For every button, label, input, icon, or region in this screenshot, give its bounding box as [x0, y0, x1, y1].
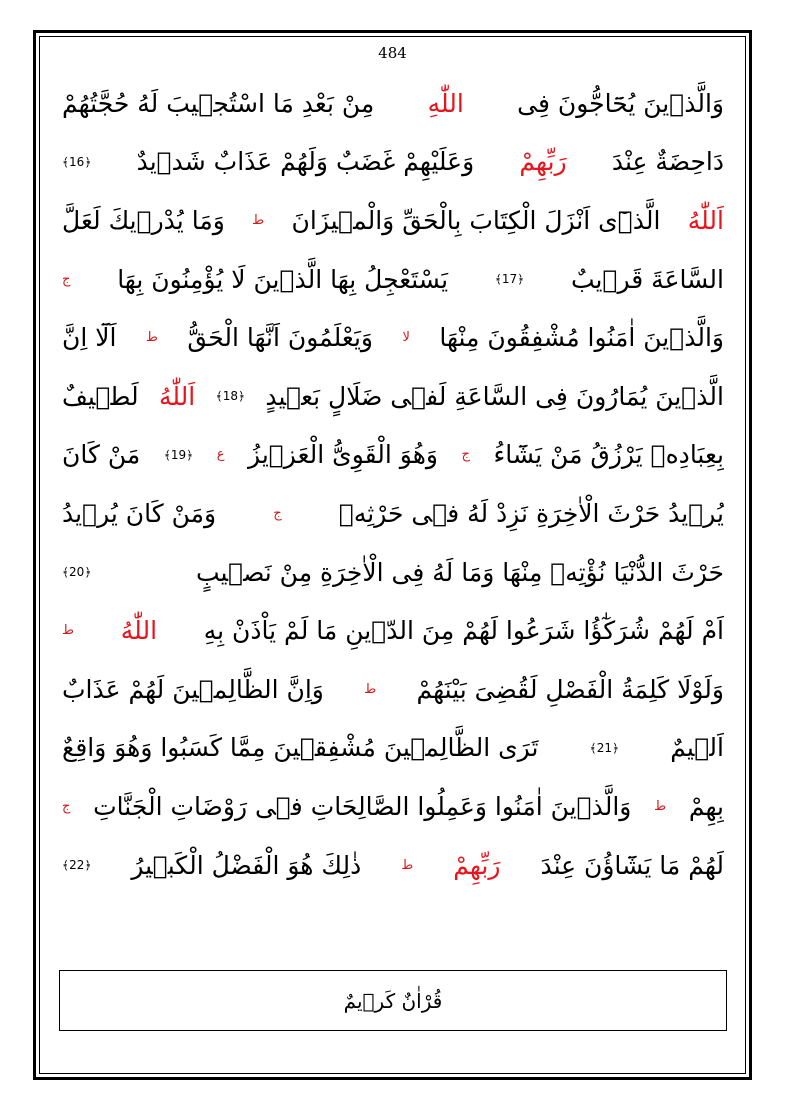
- footer-title: قُرْاٰنٌ كَرٖيمٌ: [343, 988, 443, 1013]
- text-segment: وَالَّذٖينَ يُحَٓاجُّونَ فِى: [517, 88, 724, 118]
- pause-mark: ط: [62, 623, 75, 639]
- text-segment: وَمَا يُدْرٖيكَ لَعَلَّ: [62, 205, 225, 235]
- text-line: [62, 74, 724, 133]
- text-segment: وَلَوْلَا كَلِمَةُ الْفَصْلِ لَقُضِىَ بَيْنَهُمْ: [416, 674, 724, 704]
- text-line: [62, 133, 724, 192]
- footer-box: [59, 970, 727, 1031]
- pause-mark: لا: [402, 330, 410, 346]
- text-line: [62, 191, 724, 250]
- text-segment: حَرْثَ الدُّنْيَا نُؤْتِهٖ مِنْهَا وَمَا لَهُ فِى الْاٰخِرَةِ مِنْ نَصٖيبٍ: [195, 557, 724, 587]
- pause-mark: ط: [401, 857, 414, 873]
- text-segment: وَالَّذٖينَ اٰمَنُوا مُشْفِقُونَ مِنْهَا: [439, 323, 724, 353]
- text-segment: بِهِمْ: [688, 791, 724, 821]
- text-segment: دَاحِضَةٌ عِنْدَ: [611, 147, 724, 177]
- text-line: [62, 660, 724, 719]
- ayah-number: ﴿18﴾: [215, 389, 245, 404]
- text-segment: لَطٖيفٌ: [62, 381, 139, 411]
- divine-name: اَللّٰهُ: [687, 205, 724, 235]
- pause-mark: ط: [145, 330, 158, 346]
- divine-name: اَللّٰهُ: [159, 381, 196, 411]
- text-segment: اَلَٓا اِنَّ: [62, 323, 117, 353]
- text-segment: وَهُوَ الْقَوِىُّ الْعَزٖيزُ: [248, 440, 438, 470]
- text-segment: وَيَعْلَمُونَ اَنَّهَا الْحَقُّ: [187, 323, 373, 353]
- pause-mark: ج: [62, 798, 71, 814]
- text-line: [62, 250, 724, 309]
- text-line: [62, 426, 724, 485]
- text-line: [62, 543, 724, 602]
- ayah-number: ﴿17﴾: [494, 272, 525, 287]
- text-segment: وَمَنْ كَانَ يُرٖيدُ: [62, 498, 217, 528]
- text-line: [62, 601, 724, 660]
- text-segment: وَاِنَّ الظَّالِمٖينَ لَهُمْ عَذَابٌ: [62, 674, 324, 704]
- text-line: [62, 836, 724, 895]
- text-segment: يَسْتَعْجِلُ بِهَا الَّذٖينَ لَا يُؤْمِنُونَ بِهَا: [117, 264, 449, 294]
- text-segment: تَرَى الظَّالِمٖينَ مُشْفِقٖينَ مِمَّا كَسَبُوا وَهُوَ وَاقِعٌ: [62, 733, 539, 763]
- divine-name: رَبِّهِمْ: [453, 850, 501, 880]
- text-line: [62, 367, 724, 426]
- text-segment: وَعَلَيْهِمْ غَضَبٌ وَلَهُمْ عَذَابٌ شَدٖيدٌ: [136, 147, 475, 177]
- divine-name: اللّٰهُ: [120, 616, 158, 646]
- text-segment: يُرٖيدُ حَرْثَ الْاٰخِرَةِ نَزِدْ لَهُ فٖى حَرْثِهٖ: [338, 498, 724, 528]
- pause-mark: ط: [654, 798, 667, 814]
- text-segment: الَّذٖينَ يُمَارُونَ فِى السَّاعَةِ لَفٖى ضَلَالٍ بَعٖيدٍ: [265, 381, 724, 411]
- text-segment: السَّاعَةَ قَرٖيبٌ: [570, 264, 724, 294]
- text-segment: الَّذٖٓى اَنْزَلَ الْكِتَابَ بِالْحَقِّ وَالْمٖيزَانَ: [291, 205, 661, 235]
- pause-mark: ع: [216, 447, 225, 463]
- pause-mark: ج: [461, 447, 470, 463]
- divine-name: اللّٰهِ: [427, 88, 464, 118]
- pause-mark: ج: [273, 505, 282, 521]
- text-segment: اَمْ لَهُمْ شُرَكٰٓؤُا شَرَعُوا لَهُمْ مِنَ الدّٖينِ مَا لَمْ يَاْذَنْ بِهِ: [203, 616, 724, 646]
- text-segment: ذٰلِكَ هُوَ الْفَضْلُ الْكَبٖيرُ: [131, 850, 362, 880]
- pause-mark: ط: [252, 212, 265, 228]
- text-line: [62, 719, 724, 778]
- text-segment: بِعِبَادِهٖ يَرْزُقُ مَنْ يَشَٓاءُ: [493, 440, 724, 470]
- divine-name: رَبِّهِمْ: [519, 147, 567, 177]
- text-segment: لَهُمْ مَا يَشَٓاؤُنَ عِنْدَ: [540, 850, 724, 880]
- ayah-number: ﴿20﴾: [62, 565, 92, 580]
- text-segment: مِنْ بَعْدِ مَا اسْتُجٖيبَ لَهُ حُجَّتُهُمْ: [62, 88, 375, 118]
- quran-text-block: [62, 74, 724, 934]
- ayah-number: ﴿19﴾: [163, 447, 194, 462]
- text-line: [62, 777, 724, 836]
- page-number: 484: [378, 44, 407, 62]
- pause-mark: ج: [62, 271, 71, 287]
- text-segment: اَلٖيمٌ: [670, 733, 724, 763]
- text-segment: مَنْ كَانَ: [62, 440, 141, 470]
- text-segment: وَالَّذٖينَ اٰمَنُوا وَعَمِلُوا الصَّالِحَاتِ فٖى رَوْضَاتِ الْجَنَّاتِ: [93, 791, 632, 821]
- ayah-number: ﴿22﴾: [62, 858, 92, 873]
- pause-mark: ط: [364, 681, 377, 697]
- ayah-number: ﴿21﴾: [589, 740, 620, 755]
- ayah-number: ﴿16﴾: [62, 154, 92, 169]
- text-line: [62, 484, 724, 543]
- text-line: [62, 308, 724, 367]
